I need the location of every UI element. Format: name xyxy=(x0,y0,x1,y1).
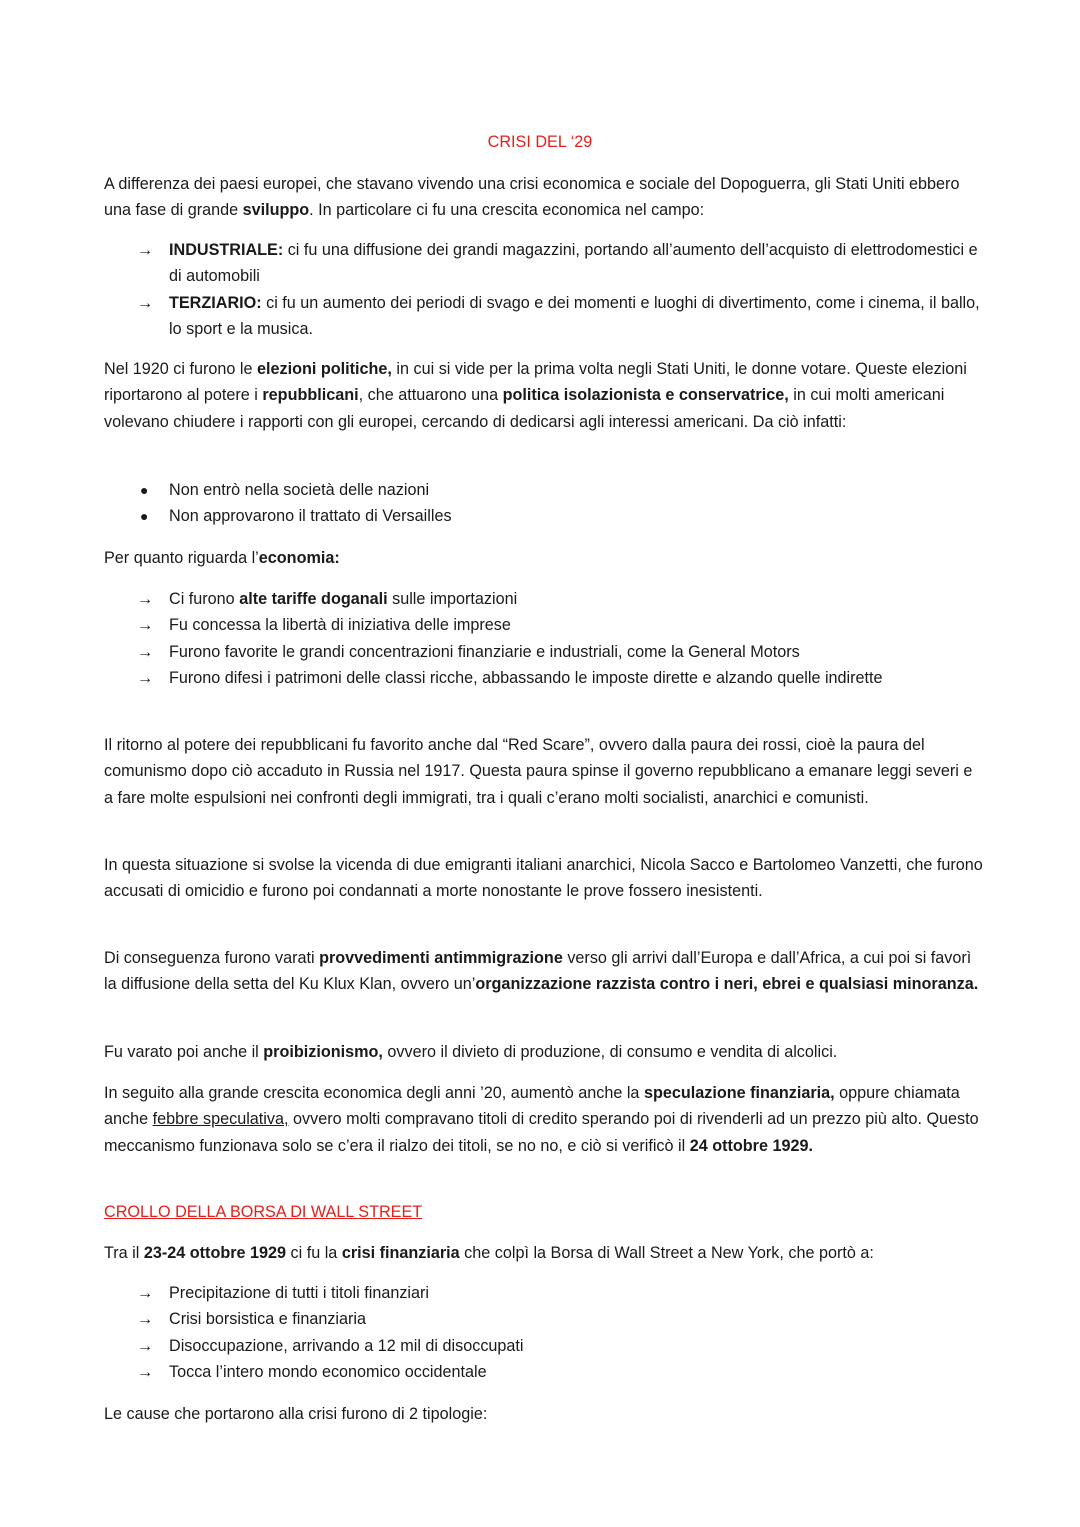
red-scare-paragraph: Il ritorno al potere dei repubblicani fu favorito anche dal “Red Scare”, ovvero dalla paura dei rossi, cioè la paura del comunismo dopo ciò accaduto in Russia nel 1917. Questa paura spinse il governo repubblicano a emanare leggi severi e a fare molte espulsioni nei confronti degli immigrati, tra i quali c’erano molti socialisti, anarchici e comunisti. xyxy=(104,736,973,807)
arrow-icon: → xyxy=(137,1284,154,1302)
arrow-icon: → xyxy=(137,668,154,687)
list-item: → Disoccupazione, arrivando a 12 mil di disoccupati xyxy=(104,1333,984,1359)
arrow-icon: → xyxy=(137,1336,154,1355)
bullet-icon: ● xyxy=(140,482,149,498)
crash-paragraph: Tra il 23-24 ottobre 1929 ci fu la crisi finanziaria che colpì la Borsa di Wall Street a New York, che portò a: xyxy=(104,1244,874,1262)
list-item: → Ci furono alte tariffe doganali sulle importazioni xyxy=(104,586,984,612)
list-item: → TERZIARIO: ci fu un aumento dei periodi di svago e dei momenti e luoghi di divertimento, come i cinema, il ballo, lo sport e la musica. xyxy=(104,290,984,343)
causes-paragraph: Le cause che portarono alla crisi furono di 2 tipologie: xyxy=(104,1405,488,1423)
sacco-vanzetti-paragraph: In questa situazione si svolse la vicenda di due emigranti italiani anarchici, Nicola Sacco e Bartolomeo Vanzetti, che furono accusati di omicidio e furono poi condannati a morte nonostante le prove fossero inesistenti. xyxy=(104,856,983,901)
arrow-icon: → xyxy=(137,1362,154,1381)
list-item: → INDUSTRIALE: ci fu una diffusione dei grandi magazzini, portando all’aumento dell’acquisto di elettrodomestici e di automobili xyxy=(104,237,984,290)
list-item: → Fu concessa la libertà di iniziativa delle imprese xyxy=(104,612,984,638)
list-item: ● Non entrò nella società delle nazioni xyxy=(104,477,984,503)
speculation-paragraph: In seguito alla grande crescita economica degli anni ’20, aumentò anche la speculazione finanziaria, oppure chiamata anche febbre speculativa, ovvero molti compravano titoli di credito sperando poi di rivenderli ad un prezzo più alto. Questo meccanismo funzionava solo se c’era il rialzo dei titoli, se no no, e ciò si verificò il 24 ottobre 1929. xyxy=(104,1084,979,1155)
economy-list xyxy=(104,586,984,691)
prohibition-paragraph: Fu varato poi anche il proibizionismo, ovvero il divieto di produzione, di consumo e vendita di alcolici. xyxy=(104,1043,838,1061)
arrow-icon: → xyxy=(137,1310,154,1329)
arrow-icon: → xyxy=(137,241,154,259)
document-title: CRISI DEL ‘29 xyxy=(487,133,593,151)
arrow-icon: → xyxy=(137,293,154,312)
list-item: → Precipitazione di tutti i titoli finanziari xyxy=(104,1280,984,1306)
list-item: ● Non approvarono il trattato di Versailles xyxy=(104,503,984,529)
economy-intro: Per quanto riguarda l’economia: xyxy=(104,549,340,567)
sectors-list xyxy=(104,237,984,342)
list-item: → Furono favorite le grandi concentrazioni finanziarie e industriali, come la General Motors xyxy=(104,639,984,665)
arrow-icon: → xyxy=(137,590,154,608)
intro-paragraph: A differenza dei paesi europei, che stavano vivendo una crisi economica e sociale del Dopoguerra, gli Stati Uniti ebbero una fase di grande sviluppo. In particolare ci fu una crescita economica nel campo: xyxy=(104,175,960,220)
section-heading: CROLLO DELLA BORSA DI WALL STREET xyxy=(104,1203,423,1221)
bullet-icon: ● xyxy=(140,508,149,525)
effects-list xyxy=(104,1280,984,1385)
list-item: → Tocca l’intero mondo economico occidentale xyxy=(104,1359,984,1385)
arrow-icon: → xyxy=(137,642,154,661)
immigration-paragraph: Di conseguenza furono varati provvedimenti antimmigrazione verso gli arrivi dall’Europa e dall’Africa, a cui poi si favorì la diffusione della setta del Ku Klux Klan, ovvero un’organizzazione razzista contro i neri, ebrei e qualsiasi minoranza. xyxy=(104,949,979,994)
list-item: → Furono difesi i patrimoni delle classi ricche, abbassando le imposte dirette e alzando quelle indirette xyxy=(104,665,984,691)
consequences-list xyxy=(104,477,984,530)
arrow-icon: → xyxy=(137,616,154,635)
elections-paragraph: Nel 1920 ci furono le elezioni politiche, in cui si vide per la prima volta negli Stati Uniti, le donne votare. Queste elezioni riportarono al potere i repubblicani, che attuarono una politica isolazionista e conservatrice, in cui molti americani volevano chiudere i rapporti con gli europei, cercando di dedicarsi agli interessi americani. Da ciò infatti: xyxy=(104,360,967,431)
list-item: → Crisi borsistica e finanziaria xyxy=(104,1306,984,1332)
